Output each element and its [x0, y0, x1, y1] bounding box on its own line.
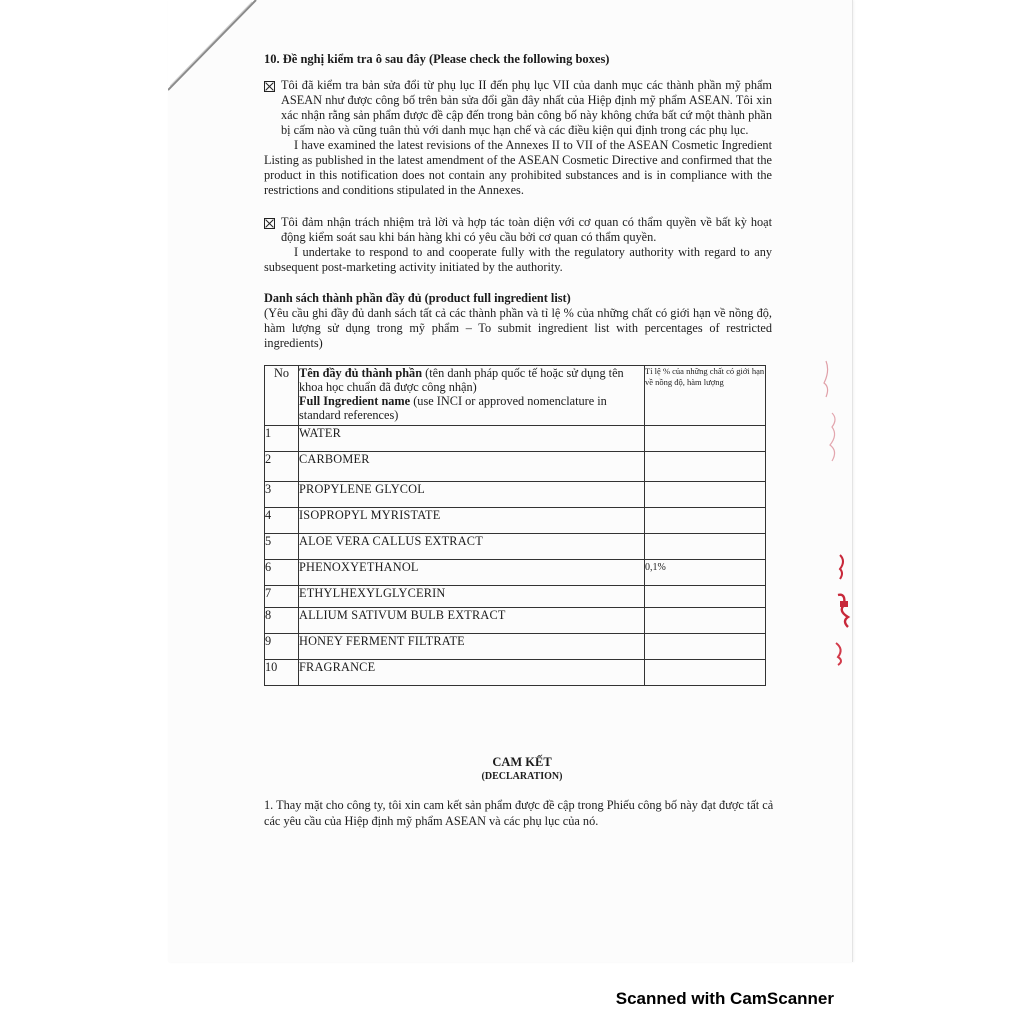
- table-row: [265, 426, 766, 452]
- ingredient-percentage: [645, 482, 766, 508]
- section-10-title: 10. Đề nghị kiểm tra ô sau đây (Please check the following boxes): [264, 52, 610, 66]
- table-row: [265, 660, 766, 686]
- ingredient-name: WATER: [299, 426, 645, 452]
- ingredient-name: HONEY FERMENT FILTRATE: [299, 634, 645, 660]
- table-row: [265, 560, 766, 586]
- check-item-post-marketing-en: I undertake to respond to and cooperate fully with the regulatory authority with regard to any subsequent post-marketing activity initiated by the authority.: [264, 245, 772, 274]
- table-row: [265, 634, 766, 660]
- declaration-subtitle: (DECLARATION): [481, 771, 563, 782]
- camscanner-watermark: Scanned with CamScanner: [615, 989, 834, 1008]
- header-ingredient-name: [299, 366, 645, 426]
- ingredient-no: 8: [265, 608, 299, 634]
- ingredient-name: CARBOMER: [299, 452, 645, 482]
- ingredient-table: [264, 365, 766, 686]
- table-row: [265, 608, 766, 634]
- table-row: [265, 534, 766, 560]
- ingredient-percentage: [645, 508, 766, 534]
- ingredient-name: PHENOXYETHANOL: [299, 560, 645, 586]
- check-item-annexes: [264, 78, 772, 138]
- table-row: [265, 508, 766, 534]
- header-name-en-bold: Full Ingredient name: [299, 394, 411, 408]
- ingredient-percentage: [645, 586, 766, 608]
- ingredient-percentage: [645, 452, 766, 482]
- checked-box-icon: [264, 81, 275, 92]
- ingredient-no: 3: [265, 482, 299, 508]
- check-item-post-marketing: [264, 215, 772, 245]
- ingredient-no: 10: [265, 660, 299, 686]
- ingredient-name: ALLIUM SATIVUM BULB EXTRACT: [299, 608, 645, 634]
- check-item-post-marketing-vi: Tôi đảm nhận trách nhiệm trả lời và hợp tác toàn diện với cơ quan có thẩm quyền về bất kỳ hoạt động kiểm soát sau khi bán hàng khi có yêu cầu bởi cơ quan có thẩm quyền.: [281, 215, 772, 244]
- ingredient-name: ISOPROPYL MYRISTATE: [299, 508, 645, 534]
- ingredient-percentage: [645, 426, 766, 452]
- ingredient-percentage: [645, 634, 766, 660]
- ingredient-name: FRAGRANCE: [299, 660, 645, 686]
- ingredient-no: 5: [265, 534, 299, 560]
- ingredient-percentage: [645, 608, 766, 634]
- ingredient-no: 2: [265, 452, 299, 482]
- declaration-item-1-text: 1. Thay mặt cho công ty, tôi xin cam kết sản phẩm được đề cập trong Phiếu công bố này đạt được tất cả các yêu cầu của Hiệp định mỹ phẩm ASEAN và các phụ lục của nó.: [264, 798, 774, 828]
- header-percentage: Tỉ lệ % của những chất có giới hạn về nồng độ, hàm lượng: [645, 366, 766, 426]
- ingredient-no: 1: [265, 426, 299, 452]
- checked-box-icon: [264, 218, 275, 229]
- ingredient-no: 9: [265, 634, 299, 660]
- check-item-annexes-en: I have examined the latest revisions of the Annexes II to VII of the ASEAN Cosmetic Ingredient Listing as published in the latest amendment of the ASEAN Cosmetic Directive and confirmed that the product in this notification does not contain any prohibited substances and is in compliance with the restrictions and conditions stipulated in the Annexes.: [264, 138, 772, 197]
- ingredient-list-note: (Yêu cầu ghi đầy đủ danh sách tất cả các thành phần và tỉ lệ % của những chất có giới hạn về nồng độ, hàm lượng sử dụng trong mỹ phẩm – To submit ingredient list with percentages of restricted ingredients): [264, 306, 772, 350]
- ingredient-table-header: [265, 366, 766, 426]
- ingredient-no: 7: [265, 586, 299, 608]
- table-row: [265, 586, 766, 608]
- header-name-vi-rest: (tên danh pháp quốc tế hoặc sử dụng tên khoa học chuẩn đã được công nhận): [299, 366, 624, 394]
- page-fold-corner: [168, 0, 258, 92]
- declaration-item-1: [264, 797, 774, 829]
- declaration-title: CAM KẾT: [492, 755, 552, 769]
- check-item-annexes-vi: Tôi đã kiểm tra bản sửa đổi từ phụ lục II đến phụ lục VII của danh mục các thành phần mỹ phẩm ASEAN như được công bố trên bản sửa đổi gần đây nhất của Hiệp định mỹ phẩm ASEAN. Tôi xin xác nhận rằng sản phẩm được đề cập đến trong bản công bố này không chứa bất cứ một thành phần bị cấm nào và cũng tuân thủ với danh mục hạn chế và các điều kiện qui định trong các phụ lục.: [281, 78, 772, 137]
- ingredient-name: PROPYLENE GLYCOL: [299, 482, 645, 508]
- header-no: No: [265, 366, 299, 426]
- document-body: [264, 52, 772, 686]
- ingredient-name: ALOE VERA CALLUS EXTRACT: [299, 534, 645, 560]
- ingredient-percentage: 0,1%: [645, 560, 766, 586]
- ingredient-list-title: Danh sách thành phần đầy đủ (product full ingredient list): [264, 291, 571, 305]
- ingredient-no: 6: [265, 560, 299, 586]
- ingredient-percentage: [645, 660, 766, 686]
- table-row: [265, 452, 766, 482]
- ingredient-name: ETHYLHEXYLGLYCERIN: [299, 586, 645, 608]
- header-name-vi-bold: Tên đầy đủ thành phần: [299, 366, 423, 380]
- ingredient-percentage: [645, 534, 766, 560]
- declaration-heading: [264, 755, 780, 784]
- red-stamp-fragment: [812, 355, 852, 675]
- table-row: [265, 482, 766, 508]
- header-name-en-rest: (use INCI or approved nomenclature in standard references): [299, 394, 607, 422]
- ingredient-no: 4: [265, 508, 299, 534]
